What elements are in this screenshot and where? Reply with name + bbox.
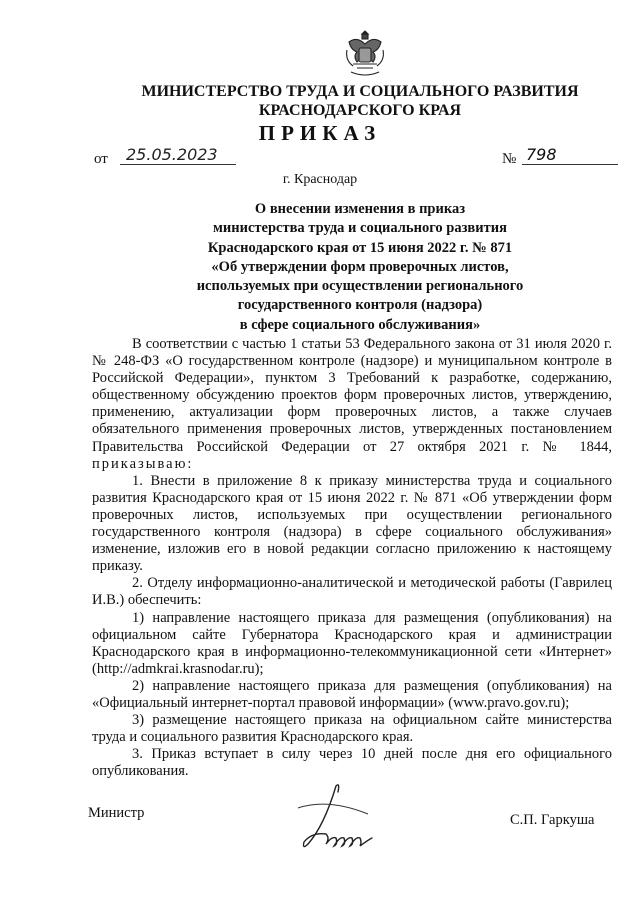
item-3-paragraph: 3. Приказ вступает в силу через 10 дней после дня его официального опубликования. [92, 746, 612, 780]
order-subject [150, 200, 570, 335]
coat-of-arms-emblem [343, 28, 387, 78]
date-value: 25.05.2023 [120, 145, 236, 165]
subject-line: Краснодарского края от 15 июня 2022 г. № 871 [207, 239, 513, 256]
signatory-name: С.П. Гаркуша [510, 812, 595, 828]
ministry-name [120, 82, 600, 120]
subject-line: министерства труда и социального развития [213, 220, 507, 237]
subject-line: используемых при осуществлении регионального [196, 278, 524, 295]
subject-line: О внесении изменения в приказ [254, 201, 466, 217]
date-label: от [94, 151, 108, 167]
ministry-line-2: КРАСНОДАРСКОГО КРАЯ [258, 102, 462, 119]
item-2-3-paragraph: 3) размещение настоящего приказа на официальном сайте министерства труда и социального развития Краснодарского края. [92, 712, 612, 746]
city: г. Краснодар [282, 172, 358, 187]
item-2-1-paragraph: 1) направление настоящего приказа для размещения (опубликования) на официальном сайте Губернатора Краснодарского края и администрации Краснодарского края в информационно-телекоммуникационной сети «Интернет» (http://admkrai.krasnodar.ru); [92, 609, 612, 677]
item-2-paragraph: 2. Отделу информационно-аналитической и методической работы (Гаврилец И.В.) обеспечить: [92, 575, 612, 609]
item-1-paragraph: 1. Внести в приложение 8 к приказу министерства труда и социального развития Краснодарского края от 15 июня 2022 г. № 871 «Об утверждении форм проверочных листов, используемых при осуществлении регионального государственного контроля (надзора) в сфере социального обслуживания» изменение, изложив его в новой редакции согласно приложению к настоящему приказу. [92, 472, 612, 575]
number-value: 798 [522, 145, 618, 165]
signatory-position: Министр [88, 805, 145, 821]
order-title: ПРИКАЗ [258, 121, 382, 145]
subject-line: в сфере социального обслуживания» [239, 316, 481, 333]
ministry-line-1: МИНИСТЕРСТВО ТРУДА И СОЦИАЛЬНОГО РАЗВИТИЯ [141, 83, 579, 100]
preamble-paragraph [92, 336, 612, 473]
preamble-text: В соответствии с частью 1 статьи 53 Федерального закона от 31 июля 2020 г. № 248-ФЗ «О государственном контроле (надзоре) и муниципальном контроле в Российской Федерации», пунктом 3 Требований к разработке, содержанию, общественному обсуждению проектов форм проверочных листов, утверждению, применению, актуализации форм проверочных листов, а также случаев обязательного применения проверочных листов, утвержденных постановлением Правительства Российской Федерации от 27 октября 2021 г. № 1844, [92, 336, 612, 455]
item-2-2-paragraph: 2) направление настоящего приказа для размещения (опубликования) на «Официальный интернет-портал правовой информации» (www.pravo.gov.ru); [92, 677, 612, 711]
subject-line: государственного контроля (надзора) [237, 297, 483, 314]
order-word: приказываю: [92, 455, 194, 472]
order-body [92, 336, 612, 780]
handwritten-signature [288, 778, 408, 858]
date-number-row [94, 147, 624, 171]
subject-line: «Об утверждении форм проверочных листов, [211, 258, 509, 275]
number-label: № [502, 151, 517, 167]
